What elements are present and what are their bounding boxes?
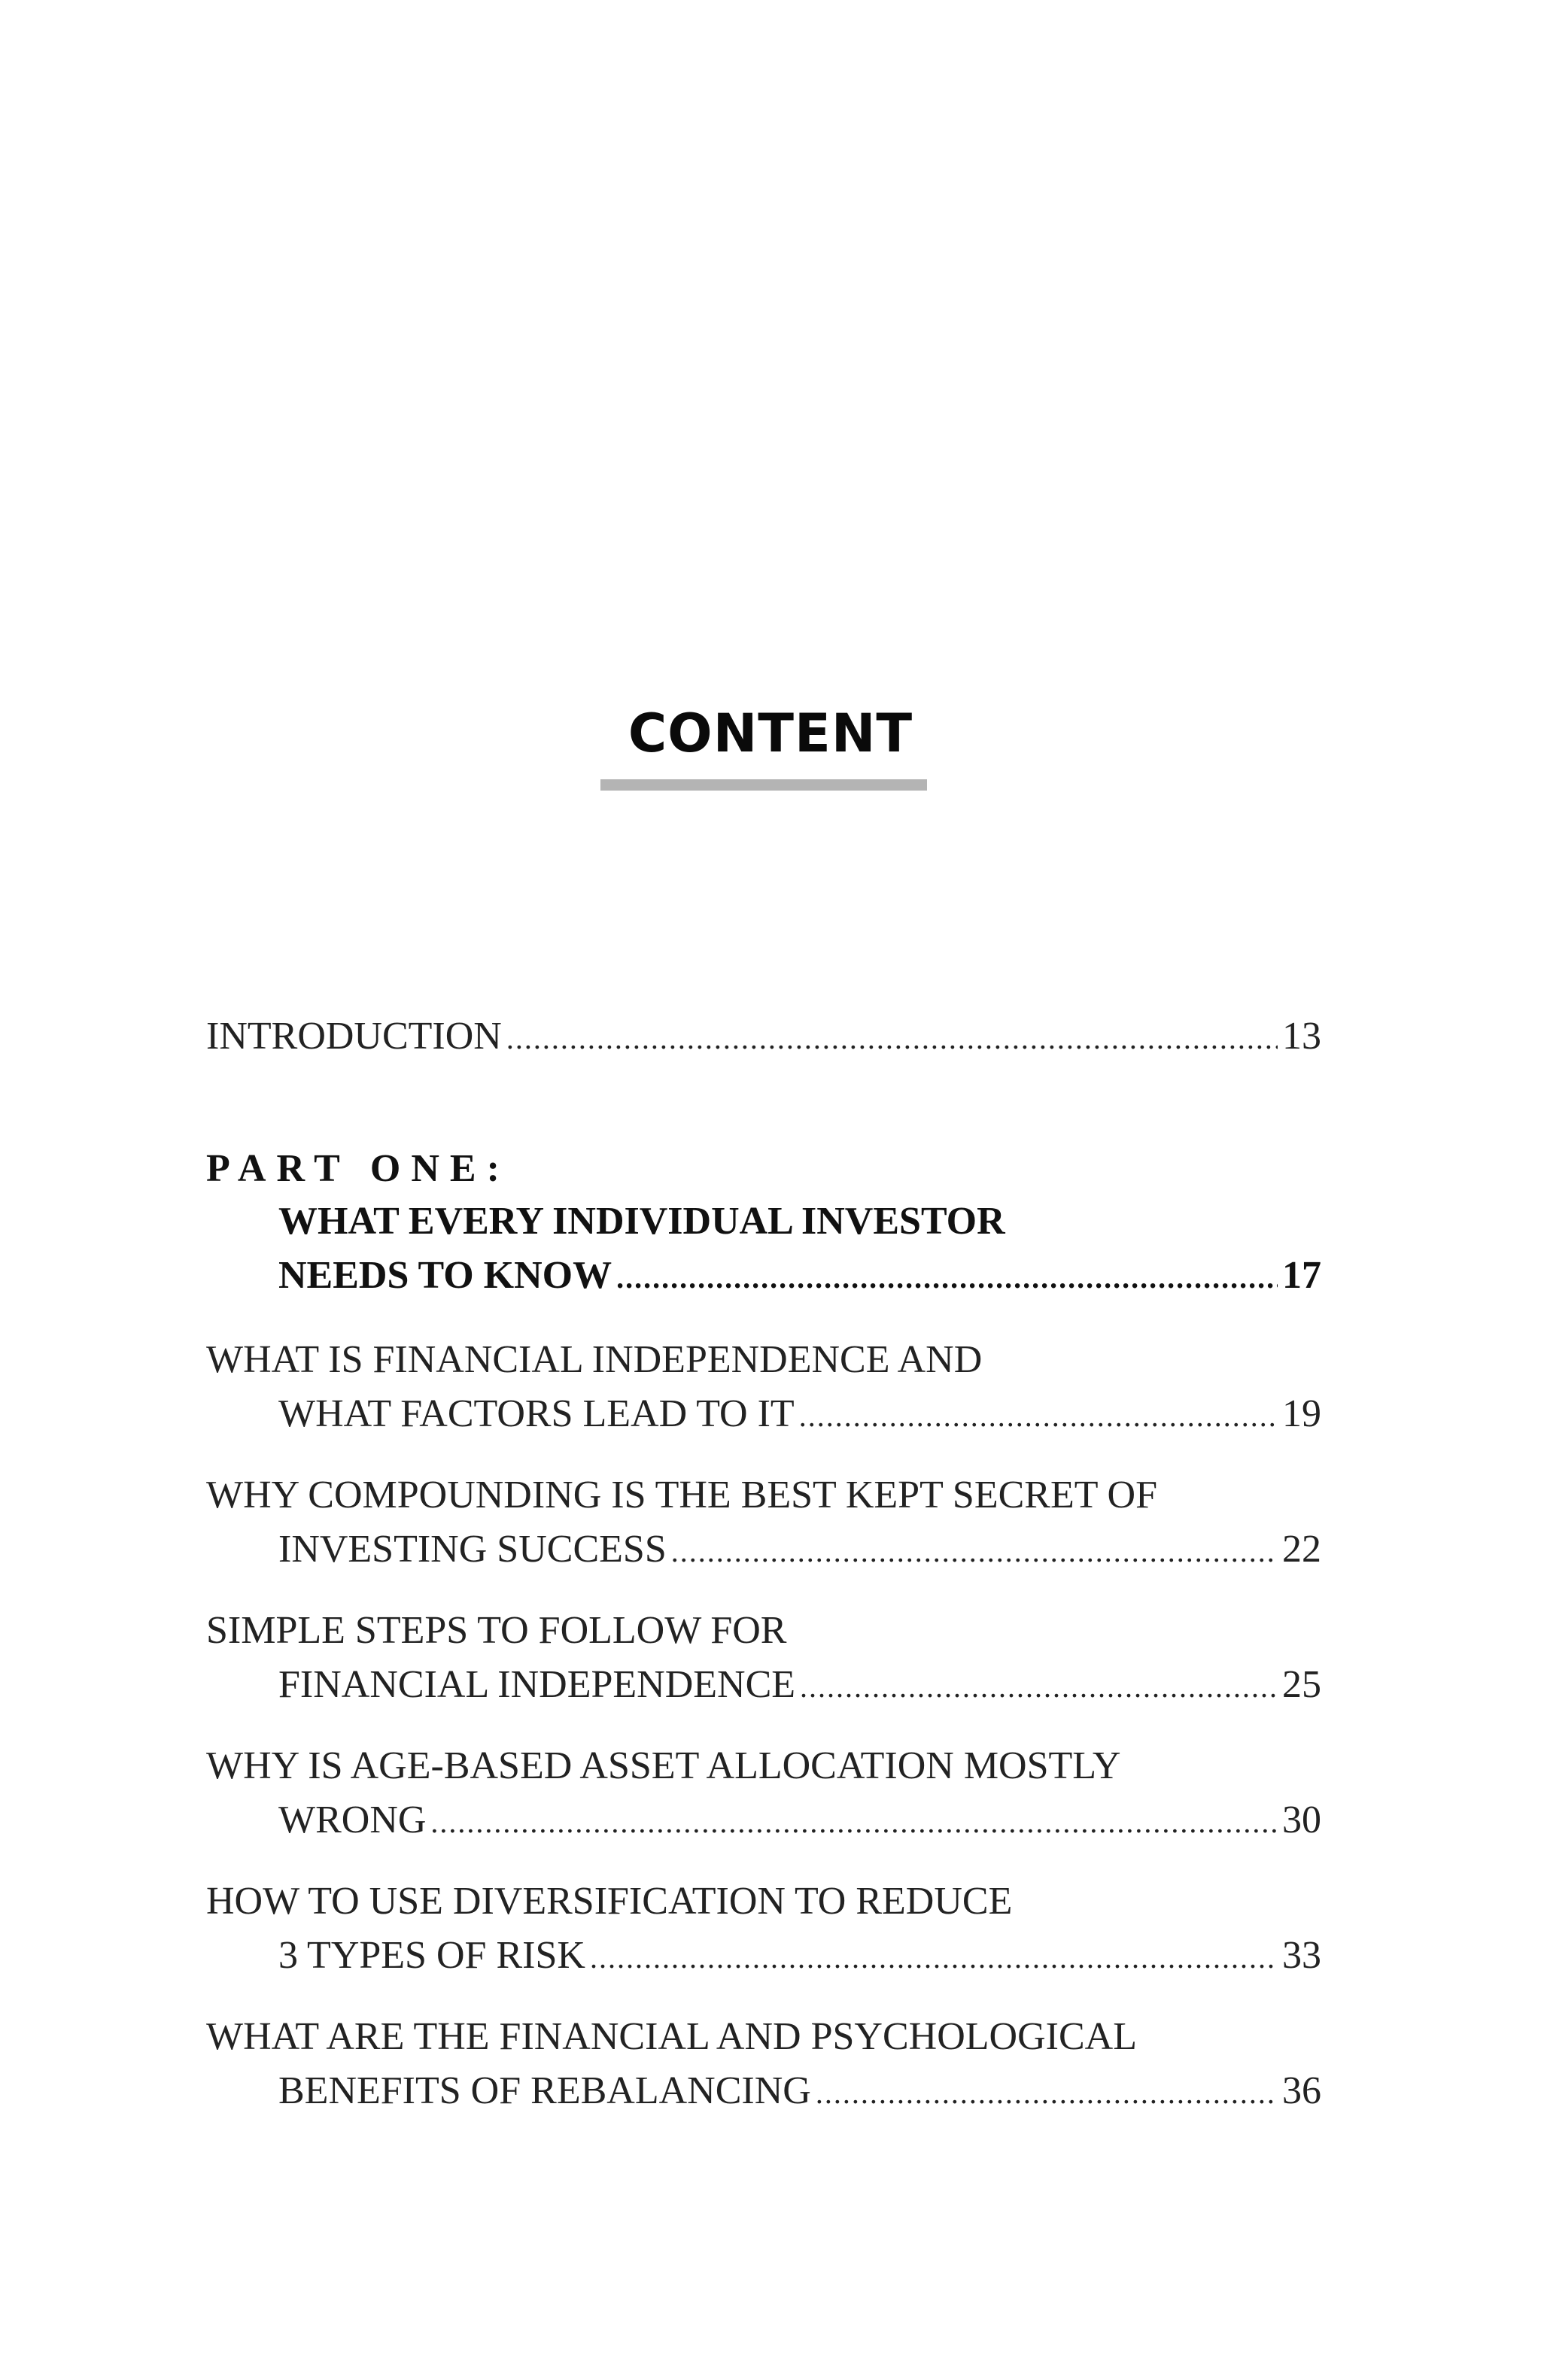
toc-entry-3-line2[interactable] [278, 1658, 1321, 1712]
toc-entry-title: WRONG [278, 1799, 427, 1841]
part-one-heading [206, 1142, 1321, 1196]
toc-page-number: 17 [1282, 1254, 1321, 1297]
toc-entry-title: NEEDS TO KNOW [278, 1254, 612, 1297]
title-underline [600, 779, 927, 791]
dot-leader [800, 1660, 1278, 1714]
toc-entry-3-line1[interactable] [206, 1604, 1321, 1658]
toc-entry-title: WHY COMPOUNDING IS THE BEST KEPT SECRET OF [206, 1474, 1158, 1516]
part-label: PART ONE: [206, 1147, 510, 1190]
toc-entry-title: HOW TO USE DIVERSIFICATION TO REDUCE [206, 1880, 1013, 1923]
dot-leader [590, 1931, 1278, 1985]
toc-entry-title: WHAT IS FINANCIAL INDEPENDENCE AND [206, 1338, 983, 1381]
toc-entry-introduction[interactable] [206, 1009, 1321, 1064]
toc-page-number: 25 [1282, 1663, 1321, 1706]
dot-leader [430, 1796, 1278, 1850]
toc-entry-title: BENEFITS OF REBALANCING [278, 2069, 811, 2112]
toc-entry-2-line1[interactable] [206, 1468, 1321, 1522]
toc-entry-6-line1[interactable] [206, 2010, 1321, 2064]
dot-leader [816, 2066, 1278, 2120]
toc-entry-title: INTRODUCTION [206, 1015, 502, 1058]
toc-entry-1-line2[interactable] [278, 1387, 1321, 1441]
toc-entry-title: WHAT ARE THE FINANCIAL AND PSYCHOLOGICAL [206, 2015, 1137, 2058]
dot-leader [616, 1251, 1278, 1305]
toc-page-number: 13 [1282, 1015, 1321, 1058]
toc-entry-part-one-line2[interactable] [278, 1249, 1321, 1303]
toc-entry-1-line1[interactable] [206, 1333, 1321, 1387]
toc-entry-4-line1[interactable] [206, 1739, 1321, 1793]
toc-entry-part-one-line1[interactable] [278, 1195, 1321, 1249]
dot-leader [799, 1389, 1278, 1443]
toc-entry-title: WHAT EVERY INDIVIDUAL INVESTOR [278, 1200, 1005, 1243]
toc-page-number: 22 [1282, 1528, 1321, 1571]
toc-entry-5-line2[interactable] [278, 1929, 1321, 1983]
toc-entry-title: WHY IS AGE-BASED ASSET ALLOCATION MOSTLY [206, 1744, 1121, 1787]
toc-page-number: 19 [1282, 1392, 1321, 1435]
toc-page-number: 30 [1282, 1799, 1321, 1841]
title-container [0, 703, 1541, 764]
dot-leader [506, 1012, 1278, 1066]
toc-entry-title: SIMPLE STEPS TO FOLLOW FOR [206, 1609, 787, 1652]
toc-page-number: 36 [1282, 2069, 1321, 2112]
toc-page-number: 33 [1282, 1934, 1321, 1977]
toc-entry-title: WHAT FACTORS LEAD TO IT [278, 1392, 795, 1435]
toc-entry-title: 3 TYPES OF RISK [278, 1934, 585, 1977]
toc-entry-5-line1[interactable] [206, 1875, 1321, 1929]
toc-entry-6-line2[interactable] [278, 2064, 1321, 2118]
dot-leader [671, 1525, 1278, 1579]
toc-entry-2-line2[interactable] [278, 1522, 1321, 1577]
page-title: CONTENT [628, 703, 913, 764]
toc-entry-title: INVESTING SUCCESS [278, 1528, 667, 1571]
toc-entry-title: FINANCIAL INDEPENDENCE [278, 1663, 796, 1706]
toc-entry-4-line2[interactable] [278, 1793, 1321, 1847]
